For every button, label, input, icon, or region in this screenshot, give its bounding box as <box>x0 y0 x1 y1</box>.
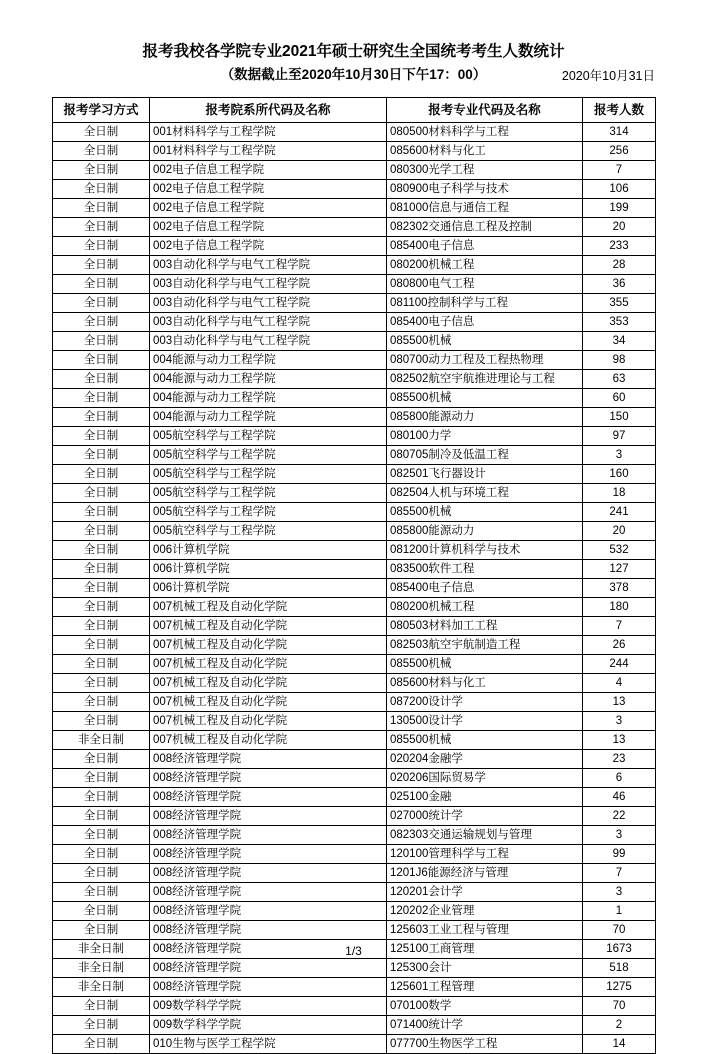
cell-applicants: 70 <box>583 921 656 940</box>
table-row <box>53 617 656 636</box>
table-row <box>53 370 656 389</box>
table-row <box>53 921 656 940</box>
cell-applicants: 127 <box>583 560 656 579</box>
cell-study-mode: 全日制 <box>53 161 150 180</box>
table-row <box>53 674 656 693</box>
cell-study-mode: 全日制 <box>53 180 150 199</box>
table-row <box>53 655 656 674</box>
table-body <box>53 123 656 1054</box>
cell-study-mode: 全日制 <box>53 674 150 693</box>
cell-major: 027000统计学 <box>387 807 583 826</box>
table-row <box>53 218 656 237</box>
table-row <box>53 769 656 788</box>
cell-major: 025100金融 <box>387 788 583 807</box>
table-row <box>53 161 656 180</box>
cell-study-mode: 全日制 <box>53 351 150 370</box>
cell-applicants: 1673 <box>583 940 656 959</box>
cell-applicants: 1275 <box>583 978 656 997</box>
table-row <box>53 1016 656 1035</box>
cell-study-mode: 全日制 <box>53 769 150 788</box>
cell-study-mode: 全日制 <box>53 636 150 655</box>
cell-study-mode: 非全日制 <box>53 940 150 959</box>
cell-major: 085800能源动力 <box>387 522 583 541</box>
table-header-row <box>53 98 656 123</box>
cell-college: 007机械工程及自动化学院 <box>150 655 387 674</box>
cell-study-mode: 全日制 <box>53 712 150 731</box>
cell-applicants: 106 <box>583 180 656 199</box>
table-row <box>53 902 656 921</box>
cell-study-mode: 全日制 <box>53 1016 150 1035</box>
table-row <box>53 123 656 142</box>
cell-major: 080100力学 <box>387 427 583 446</box>
cell-major: 085800能源动力 <box>387 408 583 427</box>
cell-applicants: 60 <box>583 389 656 408</box>
cell-major: 085500机械 <box>387 389 583 408</box>
cell-applicants: 3 <box>583 712 656 731</box>
page-number: 1/3 <box>345 944 362 958</box>
cell-college: 005航空科学与工程学院 <box>150 446 387 465</box>
cell-college: 008经济管理学院 <box>150 845 387 864</box>
cell-applicants: 378 <box>583 579 656 598</box>
cell-major: 087200设计学 <box>387 693 583 712</box>
cell-major: 070100数学 <box>387 997 583 1016</box>
cell-college: 007机械工程及自动化学院 <box>150 636 387 655</box>
cell-study-mode: 全日制 <box>53 541 150 560</box>
cell-study-mode: 全日制 <box>53 826 150 845</box>
cell-applicants: 2 <box>583 1016 656 1035</box>
cell-study-mode: 全日制 <box>53 389 150 408</box>
cell-applicants: 28 <box>583 256 656 275</box>
cell-college: 008经济管理学院 <box>150 807 387 826</box>
cell-study-mode: 全日制 <box>53 788 150 807</box>
cell-college: 008经济管理学院 <box>150 750 387 769</box>
cell-major: 080800电气工程 <box>387 275 583 294</box>
cell-college: 008经济管理学院 <box>150 902 387 921</box>
table-row <box>53 180 656 199</box>
cell-applicants: 518 <box>583 959 656 978</box>
table-row <box>53 1035 656 1054</box>
cell-applicants: 160 <box>583 465 656 484</box>
document-subtitle: （数据截止至2020年10月30日下午17：00） <box>220 67 487 83</box>
cell-study-mode: 全日制 <box>53 655 150 674</box>
cell-applicants: 70 <box>583 997 656 1016</box>
table-row <box>53 826 656 845</box>
document-date: 2020年10月31日 <box>561 69 655 84</box>
table-row <box>53 712 656 731</box>
cell-applicants: 3 <box>583 446 656 465</box>
cell-study-mode: 全日制 <box>53 807 150 826</box>
table-row <box>53 446 656 465</box>
cell-study-mode: 非全日制 <box>53 978 150 997</box>
cell-study-mode: 全日制 <box>53 313 150 332</box>
cell-applicants: 7 <box>583 161 656 180</box>
cell-college: 005航空科学与工程学院 <box>150 427 387 446</box>
cell-college: 007机械工程及自动化学院 <box>150 712 387 731</box>
cell-study-mode: 全日制 <box>53 465 150 484</box>
cell-applicants: 18 <box>583 484 656 503</box>
cell-major: 083500软件工程 <box>387 560 583 579</box>
column-header-study-mode: 报考学习方式 <box>53 98 150 123</box>
cell-applicants: 13 <box>583 693 656 712</box>
cell-major: 082302交通信息工程及控制 <box>387 218 583 237</box>
cell-college: 003自动化科学与电气工程学院 <box>150 256 387 275</box>
cell-college: 005航空科学与工程学院 <box>150 522 387 541</box>
table-row <box>53 503 656 522</box>
cell-study-mode: 全日制 <box>53 598 150 617</box>
table-row <box>53 731 656 750</box>
cell-college: 008经济管理学院 <box>150 883 387 902</box>
cell-study-mode: 全日制 <box>53 370 150 389</box>
table-row <box>53 408 656 427</box>
cell-study-mode: 全日制 <box>53 864 150 883</box>
table-row <box>53 883 656 902</box>
cell-applicants: 97 <box>583 427 656 446</box>
cell-major: 080900电子科学与技术 <box>387 180 583 199</box>
cell-college: 003自动化科学与电气工程学院 <box>150 332 387 351</box>
cell-major: 120100管理科学与工程 <box>387 845 583 864</box>
cell-study-mode: 全日制 <box>53 883 150 902</box>
cell-study-mode: 全日制 <box>53 503 150 522</box>
cell-college: 008经济管理学院 <box>150 940 387 959</box>
cell-major: 080500材料科学与工程 <box>387 123 583 142</box>
cell-college: 003自动化科学与电气工程学院 <box>150 275 387 294</box>
cell-study-mode: 全日制 <box>53 997 150 1016</box>
cell-study-mode: 全日制 <box>53 560 150 579</box>
cell-major: 125300会计 <box>387 959 583 978</box>
cell-major: 085500机械 <box>387 731 583 750</box>
table-row <box>53 351 656 370</box>
cell-college: 007机械工程及自动化学院 <box>150 731 387 750</box>
cell-major: 080700动力工程及工程热物理 <box>387 351 583 370</box>
cell-applicants: 99 <box>583 845 656 864</box>
enrollment-statistics-table <box>52 97 656 1054</box>
table-row <box>53 845 656 864</box>
cell-major: 082303交通运输规划与管理 <box>387 826 583 845</box>
cell-major: 020204金融学 <box>387 750 583 769</box>
cell-major: 080705制冷及低温工程 <box>387 446 583 465</box>
cell-college: 009数学科学学院 <box>150 1016 387 1035</box>
column-header-major: 报考专业代码及名称 <box>387 98 583 123</box>
table-row <box>53 465 656 484</box>
cell-applicants: 353 <box>583 313 656 332</box>
cell-applicants: 34 <box>583 332 656 351</box>
cell-applicants: 199 <box>583 199 656 218</box>
cell-college: 008经济管理学院 <box>150 959 387 978</box>
cell-college: 002电子信息工程学院 <box>150 199 387 218</box>
table-row <box>53 275 656 294</box>
cell-college: 001材料科学与工程学院 <box>150 142 387 161</box>
cell-college: 002电子信息工程学院 <box>150 180 387 199</box>
cell-major: 081000信息与通信工程 <box>387 199 583 218</box>
cell-major: 081100控制科学与工程 <box>387 294 583 313</box>
table-row <box>53 237 656 256</box>
table-row <box>53 636 656 655</box>
cell-study-mode: 全日制 <box>53 522 150 541</box>
table-row <box>53 332 656 351</box>
cell-applicants: 180 <box>583 598 656 617</box>
table-row <box>53 142 656 161</box>
table-row <box>53 256 656 275</box>
cell-study-mode: 全日制 <box>53 845 150 864</box>
cell-study-mode: 全日制 <box>53 902 150 921</box>
cell-major: 082504人机与环境工程 <box>387 484 583 503</box>
cell-major: 082502航空宇航推进理论与工程 <box>387 370 583 389</box>
cell-college: 002电子信息工程学院 <box>150 237 387 256</box>
cell-study-mode: 全日制 <box>53 408 150 427</box>
cell-applicants: 241 <box>583 503 656 522</box>
cell-major: 080200机械工程 <box>387 256 583 275</box>
cell-college: 007机械工程及自动化学院 <box>150 693 387 712</box>
cell-applicants: 3 <box>583 883 656 902</box>
cell-study-mode: 全日制 <box>53 921 150 940</box>
table-row <box>53 199 656 218</box>
cell-applicants: 46 <box>583 788 656 807</box>
cell-major: 1201J6能源经济与管理 <box>387 864 583 883</box>
cell-college: 008经济管理学院 <box>150 826 387 845</box>
cell-college: 004能源与动力工程学院 <box>150 389 387 408</box>
cell-major: 085600材料与化工 <box>387 674 583 693</box>
table-row <box>53 389 656 408</box>
table-row <box>53 959 656 978</box>
cell-study-mode: 全日制 <box>53 256 150 275</box>
cell-applicants: 23 <box>583 750 656 769</box>
cell-major: 125100工商管理 <box>387 940 583 959</box>
cell-applicants: 14 <box>583 1035 656 1054</box>
cell-college: 004能源与动力工程学院 <box>150 408 387 427</box>
table-header <box>53 98 656 123</box>
cell-applicants: 244 <box>583 655 656 674</box>
cell-study-mode: 全日制 <box>53 1035 150 1054</box>
cell-applicants: 4 <box>583 674 656 693</box>
cell-college: 006计算机学院 <box>150 560 387 579</box>
cell-study-mode: 全日制 <box>53 294 150 313</box>
cell-study-mode: 全日制 <box>53 123 150 142</box>
cell-study-mode: 全日制 <box>53 579 150 598</box>
table-row <box>53 560 656 579</box>
cell-major: 085500机械 <box>387 332 583 351</box>
cell-major: 071400统计学 <box>387 1016 583 1035</box>
cell-college: 008经济管理学院 <box>150 769 387 788</box>
cell-applicants: 13 <box>583 731 656 750</box>
cell-college: 004能源与动力工程学院 <box>150 370 387 389</box>
cell-college: 007机械工程及自动化学院 <box>150 674 387 693</box>
cell-major: 130500设计学 <box>387 712 583 731</box>
cell-college: 007机械工程及自动化学院 <box>150 617 387 636</box>
cell-major: 085500机械 <box>387 503 583 522</box>
cell-college: 008经济管理学院 <box>150 788 387 807</box>
cell-study-mode: 全日制 <box>53 484 150 503</box>
table-row <box>53 750 656 769</box>
cell-applicants: 7 <box>583 617 656 636</box>
cell-applicants: 63 <box>583 370 656 389</box>
table-row <box>53 807 656 826</box>
cell-college: 005航空科学与工程学院 <box>150 503 387 522</box>
cell-applicants: 314 <box>583 123 656 142</box>
cell-major: 082503航空宇航制造工程 <box>387 636 583 655</box>
cell-college: 007机械工程及自动化学院 <box>150 598 387 617</box>
cell-applicants: 98 <box>583 351 656 370</box>
cell-study-mode: 全日制 <box>53 427 150 446</box>
cell-applicants: 7 <box>583 864 656 883</box>
cell-study-mode: 全日制 <box>53 237 150 256</box>
cell-applicants: 36 <box>583 275 656 294</box>
cell-major: 125603工业工程与管理 <box>387 921 583 940</box>
cell-major: 080200机械工程 <box>387 598 583 617</box>
table-row <box>53 294 656 313</box>
cell-college: 001材料科学与工程学院 <box>150 123 387 142</box>
page-title: 报考我校各学院专业2021年硕士研究生全国统考考生人数统计 <box>142 43 565 60</box>
cell-major: 080503材料加工工程 <box>387 617 583 636</box>
cell-study-mode: 全日制 <box>53 693 150 712</box>
table-row <box>53 541 656 560</box>
cell-college: 004能源与动力工程学院 <box>150 351 387 370</box>
cell-applicants: 6 <box>583 769 656 788</box>
cell-college: 006计算机学院 <box>150 541 387 560</box>
cell-major: 120201会计学 <box>387 883 583 902</box>
table-row <box>53 864 656 883</box>
cell-applicants: 3 <box>583 826 656 845</box>
table-row <box>53 313 656 332</box>
cell-college: 003自动化科学与电气工程学院 <box>150 313 387 332</box>
cell-study-mode: 全日制 <box>53 275 150 294</box>
cell-applicants: 20 <box>583 522 656 541</box>
cell-major: 020206国际贸易学 <box>387 769 583 788</box>
cell-major: 085400电子信息 <box>387 237 583 256</box>
subtitle-row <box>52 65 655 87</box>
cell-applicants: 355 <box>583 294 656 313</box>
cell-college: 002电子信息工程学院 <box>150 218 387 237</box>
cell-major: 085500机械 <box>387 655 583 674</box>
cell-major: 081200计算机科学与技术 <box>387 541 583 560</box>
cell-applicants: 233 <box>583 237 656 256</box>
cell-major: 080300光学工程 <box>387 161 583 180</box>
cell-college: 002电子信息工程学院 <box>150 161 387 180</box>
cell-applicants: 26 <box>583 636 656 655</box>
cell-study-mode: 全日制 <box>53 446 150 465</box>
table-row <box>53 978 656 997</box>
cell-college: 008经济管理学院 <box>150 921 387 940</box>
table-row <box>53 598 656 617</box>
cell-college: 008经济管理学院 <box>150 864 387 883</box>
column-header-college: 报考院系所代码及名称 <box>150 98 387 123</box>
cell-study-mode: 非全日制 <box>53 731 150 750</box>
cell-applicants: 20 <box>583 218 656 237</box>
cell-study-mode: 全日制 <box>53 617 150 636</box>
cell-study-mode: 全日制 <box>53 332 150 351</box>
cell-study-mode: 全日制 <box>53 750 150 769</box>
cell-applicants: 150 <box>583 408 656 427</box>
cell-major: 082501飞行器设计 <box>387 465 583 484</box>
cell-applicants: 532 <box>583 541 656 560</box>
table-row <box>53 788 656 807</box>
table-row <box>53 579 656 598</box>
cell-major: 120202企业管理 <box>387 902 583 921</box>
table-row <box>53 427 656 446</box>
column-header-applicants: 报考人数 <box>583 98 656 123</box>
cell-applicants: 256 <box>583 142 656 161</box>
table-row <box>53 693 656 712</box>
cell-major: 125601工程管理 <box>387 978 583 997</box>
cell-major: 085600材料与化工 <box>387 142 583 161</box>
cell-major: 085400电子信息 <box>387 313 583 332</box>
cell-college: 003自动化科学与电气工程学院 <box>150 294 387 313</box>
cell-major: 077700生物医学工程 <box>387 1035 583 1054</box>
cell-college: 010生物与医学工程学院 <box>150 1035 387 1054</box>
cell-applicants: 1 <box>583 902 656 921</box>
cell-study-mode: 全日制 <box>53 199 150 218</box>
cell-college: 006计算机学院 <box>150 579 387 598</box>
cell-study-mode: 全日制 <box>53 142 150 161</box>
table-row <box>53 522 656 541</box>
cell-study-mode: 全日制 <box>53 218 150 237</box>
table-row <box>53 484 656 503</box>
cell-college: 008经济管理学院 <box>150 978 387 997</box>
cell-study-mode: 非全日制 <box>53 959 150 978</box>
cell-college: 009数学科学学院 <box>150 997 387 1016</box>
cell-college: 005航空科学与工程学院 <box>150 484 387 503</box>
cell-major: 085400电子信息 <box>387 579 583 598</box>
cell-college: 005航空科学与工程学院 <box>150 465 387 484</box>
cell-applicants: 22 <box>583 807 656 826</box>
